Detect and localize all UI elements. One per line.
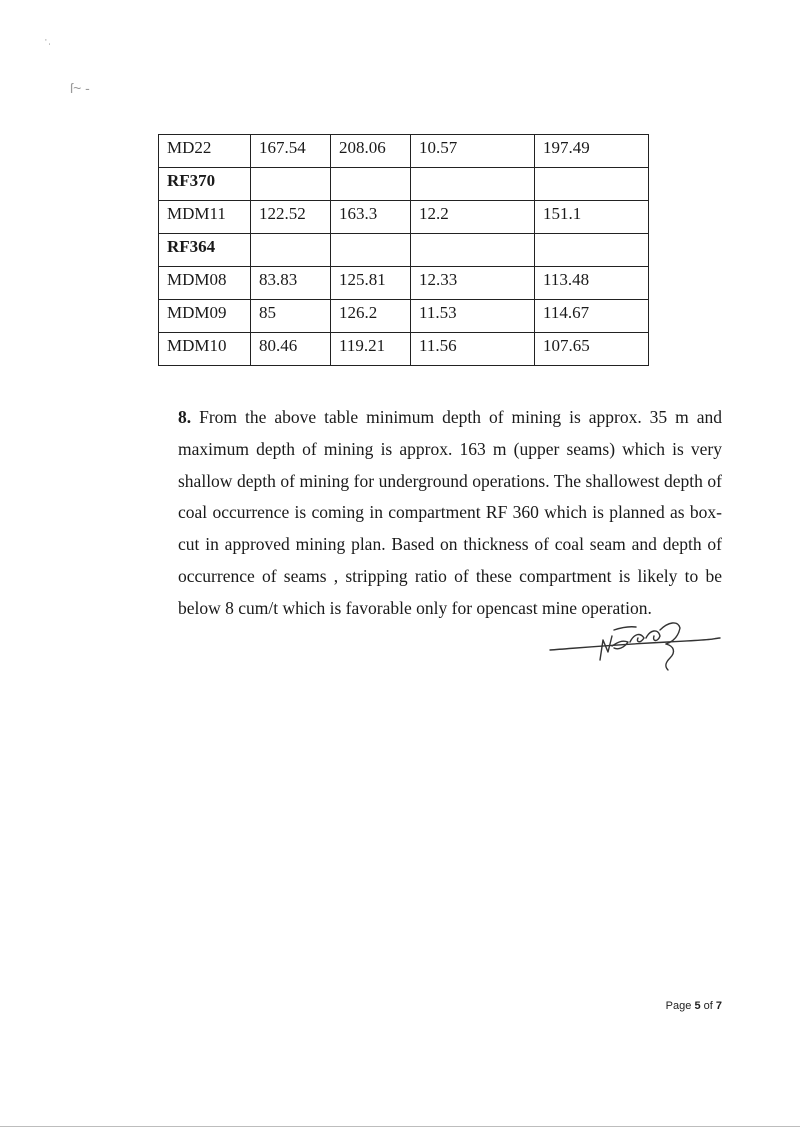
table-cell: 208.06 [331, 135, 411, 168]
paragraph-number: 8. [178, 407, 192, 427]
scan-edge-line [0, 1126, 800, 1127]
table-cell: 197.49 [535, 135, 649, 168]
table-cell [535, 234, 649, 267]
table-cell: 122.52 [251, 201, 331, 234]
table-cell: MD22 [159, 135, 251, 168]
table-cell: 10.57 [411, 135, 535, 168]
scan-mark: ſ~ - [70, 80, 90, 96]
paragraph-8 [178, 402, 722, 625]
table-cell [331, 234, 411, 267]
scan-mark: ·ˌ [44, 34, 52, 46]
table-row [159, 333, 649, 366]
table-cell: MDM09 [159, 300, 251, 333]
table-cell: 107.65 [535, 333, 649, 366]
paragraph-text: From the above table minimum depth of mining is approx. 35 m and maximum depth of mining is approx. 163 m (upper seams) which is very shallow depth of mining for underground operations. The shallowest depth of coal occurrence is coming in compartment RF 360 which is planned as box-cut in approved mining plan. Based on thickness of coal seam and depth of occurrence of seams , stripping ratio of these compartment is likely to be below 8 cum/t which is favorable only for opencast mine operation. [178, 407, 722, 618]
table-row [159, 135, 649, 168]
table-cell: 85 [251, 300, 331, 333]
table-cell: 12.2 [411, 201, 535, 234]
table-cell [411, 168, 535, 201]
table-row [159, 300, 649, 333]
table-row [159, 201, 649, 234]
table-cell: 167.54 [251, 135, 331, 168]
table-cell: 163.3 [331, 201, 411, 234]
table-cell: 151.1 [535, 201, 649, 234]
table-cell [251, 234, 331, 267]
table-cell [411, 234, 535, 267]
signature [548, 612, 723, 682]
table-cell: MDM11 [159, 201, 251, 234]
page-of: of [703, 1000, 713, 1012]
table-group-row [159, 234, 649, 267]
table-cell: 113.48 [535, 267, 649, 300]
table-cell: 125.81 [331, 267, 411, 300]
table-cell: 80.46 [251, 333, 331, 366]
page-label: Page [665, 1000, 692, 1012]
depth-table [158, 134, 649, 366]
table-cell: 126.2 [331, 300, 411, 333]
page-number [666, 1000, 722, 1012]
table-cell: 114.67 [535, 300, 649, 333]
table-cell: RF370 [159, 168, 251, 201]
table-row [159, 267, 649, 300]
table-cell: 11.56 [411, 333, 535, 366]
table-cell: 83.83 [251, 267, 331, 300]
table-cell [251, 168, 331, 201]
table-body [159, 135, 649, 366]
table-cell: 11.53 [411, 300, 535, 333]
table-cell [535, 168, 649, 201]
page-total: 7 [715, 1000, 722, 1012]
table-group-row [159, 168, 649, 201]
table-cell [331, 168, 411, 201]
table-cell: MDM10 [159, 333, 251, 366]
table-cell: MDM08 [159, 267, 251, 300]
table-cell: 12.33 [411, 267, 535, 300]
page-current: 5 [694, 1000, 701, 1012]
table-cell: RF364 [159, 234, 251, 267]
table-cell: 119.21 [331, 333, 411, 366]
